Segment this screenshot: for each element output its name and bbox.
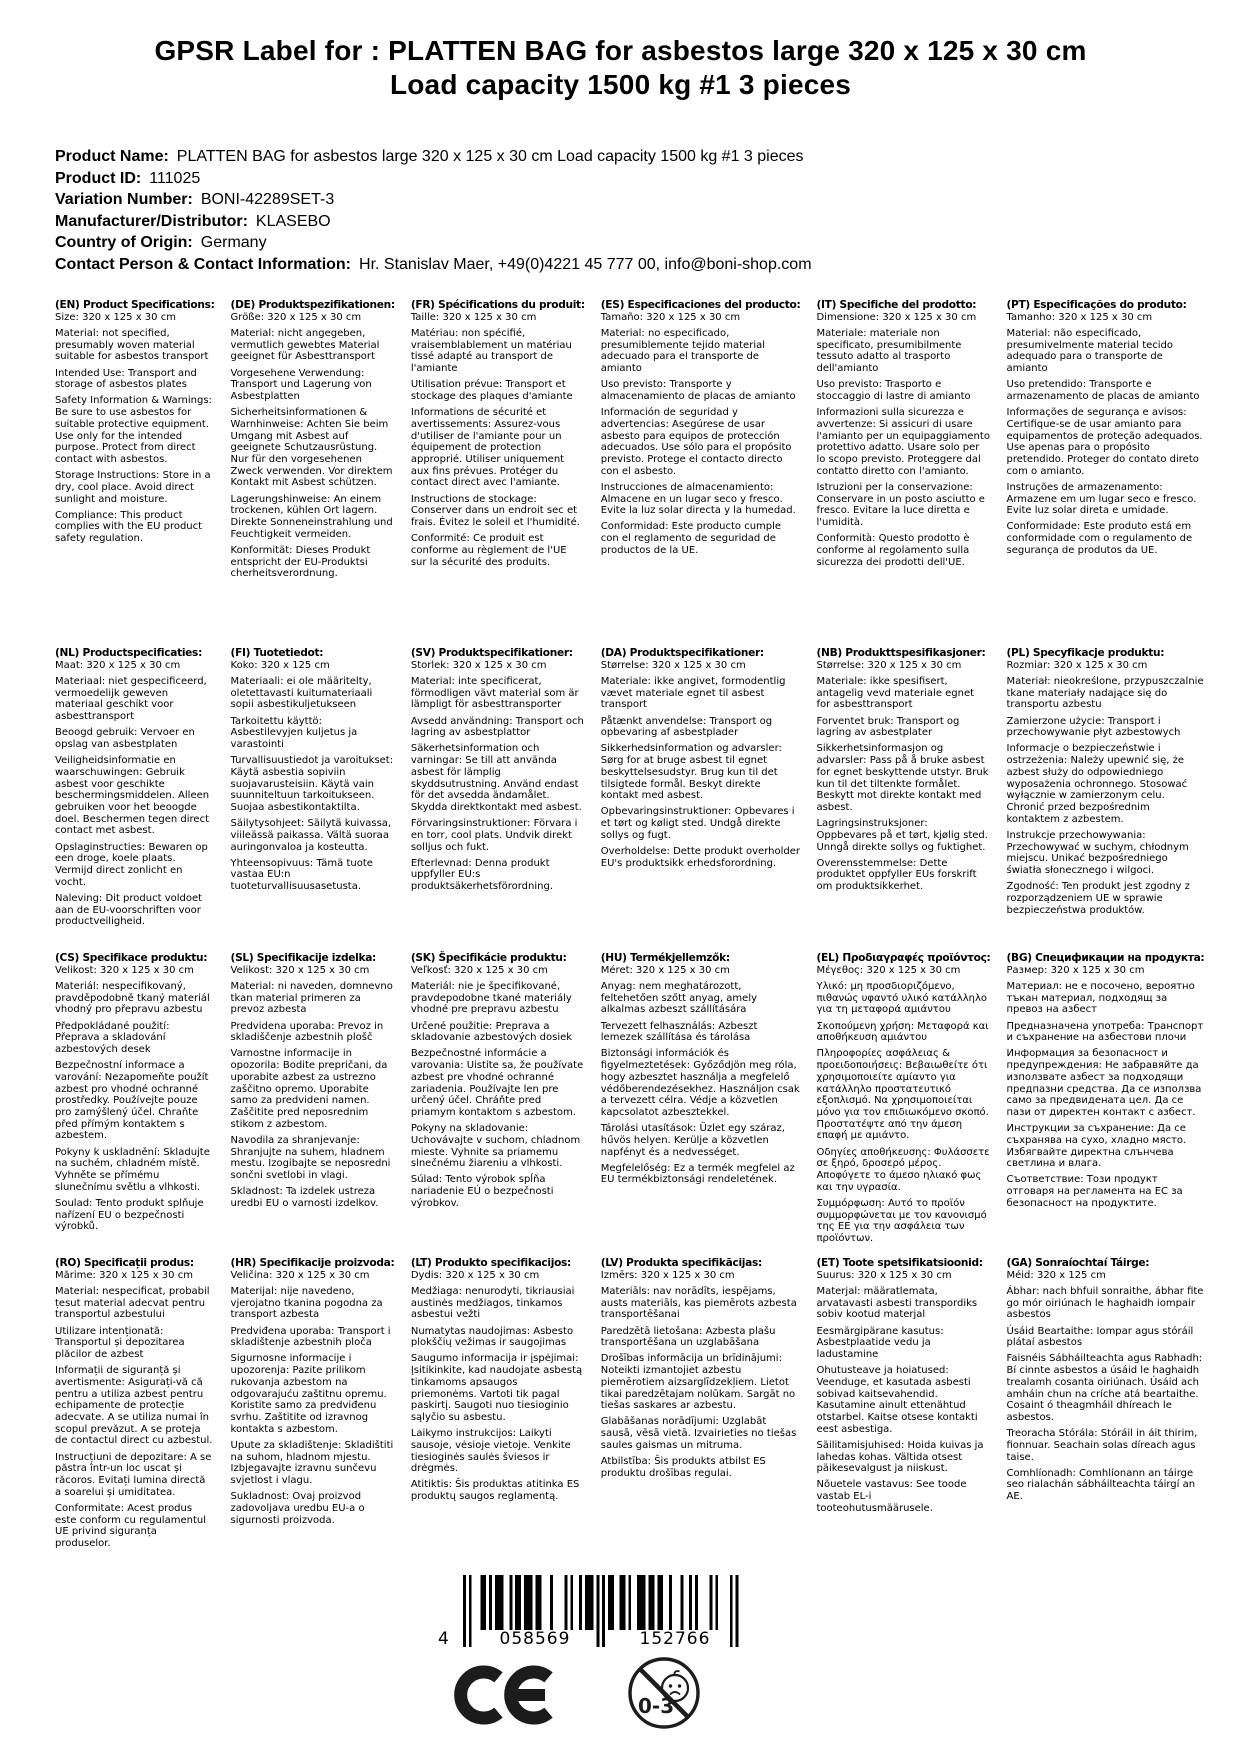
product-info-row <box>55 232 812 254</box>
language-block-paragraph: Yhteensopivuus: Tämä tuote vastaa EU:n tuoteturvallisuusasetusta. <box>230 857 373 893</box>
language-block-header: (NB) Produkttspesifikasjoner: <box>816 647 986 659</box>
language-block-paragraph: Ohutusteave ja hoiatused: Veenduge, et kasutada asbesti sobivad kaitsevahendid. Kasutamine ainult ettenähtud otstarbel. Kaitse otsese kontakti eest asbestiga. <box>816 1365 978 1435</box>
language-block-header: (FR) Spécifications du produit: <box>410 299 585 311</box>
language-block-header: (SL) Specifikacije izdelka: <box>230 952 376 964</box>
language-block-header: (EN) Product Specifications: <box>55 299 215 311</box>
language-block-paragraph: Předpokládané použití: Přeprava a skladování azbestových desek <box>55 1020 170 1055</box>
language-block-paragraph: Säilitamisjuhised: Hoida kuivas ja lahedas kohas. Vältida otsest päikesevalgust ja niiskust. <box>816 1439 984 1475</box>
language-block-header: (HU) Termékjellemzők: <box>600 952 730 964</box>
language-block-paragraph: Maat: 320 x 125 x 30 cm <box>55 659 181 671</box>
language-block-paragraph: Materiaali: ei ole määritelty, oletettavasti kuitumateriaali sopii asbestikuljetukseen <box>230 675 373 711</box>
language-block-paragraph: Velikost: 320 x 125 x 30 cm <box>230 964 370 976</box>
language-block-paragraph: Atitiktis: Šis produktas atitinka ES produktų saugos reglamentą. <box>410 1479 580 1503</box>
language-block-paragraph: Mărime: 320 x 125 x 30 cm <box>55 1269 193 1281</box>
language-block-paragraph: Overensstemmelse: Dette produktet oppfyller EUs forskrift om produktsikkerhet. <box>816 857 977 893</box>
language-block-paragraph: Pokyny k uskladnění: Skladujte na suchém, chladném místě. Vyhněte se přímému slunečnímu světlu a vlhkosti. <box>55 1146 210 1193</box>
language-block-paragraph: Paredzētā lietošana: Azbesta plašu transportēšana un uzglabāšana <box>600 1325 776 1349</box>
language-block-ga <box>1007 1258 1205 1550</box>
language-block-sk <box>411 953 585 1230</box>
language-block-paragraph: Utilizare intenționată: Transportul și depozitarea plăcilor de azbest <box>55 1325 185 1360</box>
language-block-paragraph: Sikkerhetsinformasjon og advarsler: Pass på å bruke asbest for egnet beskyttende utstyr. Bruk kun til det tiltenkte formålet. Beskytt mot direkte kontakt med asbest. <box>816 743 989 813</box>
language-block-paragraph: Zamierzone użycie: Transport i przechowywanie płyt azbestowych <box>1006 715 1181 739</box>
language-block-paragraph: Laikymo instrukcijos: Laikyti sausoje, vėsioje vietoje. Venkite tiesioginės saulės šviesos ir drėgmės. <box>410 1428 571 1475</box>
product-info-value: 111025 <box>149 169 201 187</box>
language-block-paragraph: Soulad: Tento produkt splňuje nařízení EU o bezpečnosti výrobků. <box>55 1197 204 1233</box>
language-block-paragraph: Materiaal: niet gespecificeerd, vermoedelijk geweven materiaal geschikt voor asbesttransport <box>55 675 207 723</box>
language-block-paragraph: Materijal: nije navedeno, vjerojatno tkanina pogodna za transport azbesta <box>230 1285 383 1321</box>
language-block-header: (PT) Especificações do produto: <box>1006 299 1187 311</box>
language-block-paragraph: Istruzioni per la conservazione: Conservare in un posto asciutto e fresco. Evitare la luce diretta e l'umidità. <box>816 481 985 528</box>
product-info-label: Product Name: <box>55 148 169 165</box>
language-block-paragraph: Eesmärgipärane kasutus: Asbestplaatide vedu ja ladustamine <box>816 1325 944 1360</box>
language-block-paragraph: Sicherheitsinformationen & Warnhinweise: Achten Sie beim Umgang mit Asbest auf geeignete Schutzausrüstung. Nur für den vorgesehenen Zweck verwenden. Vor direktem Kontakt mit Asbest schützen. <box>230 407 393 489</box>
language-block-paragraph: Påtænkt anvendelse: Transport og opbevaring af asbestplader <box>600 715 773 739</box>
language-block-en <box>55 300 215 620</box>
barcode <box>433 1575 773 1750</box>
language-block-it <box>816 300 990 620</box>
language-block-paragraph: Instructions de stockage: Conserver dans un endroit sec et frais. Évitez le soleil et l'humidité. <box>410 493 580 528</box>
language-block-nb <box>816 648 990 925</box>
language-block-paragraph: Avsedd användning: Transport och lagring av asbestplattor <box>410 715 584 739</box>
language-block-paragraph: Navodila za shranjevanje: Shranjujte na suhem, hladnem mestu. Izogibajte se neposredni sončni svetlobi in vlagi. <box>230 1134 391 1181</box>
product-info-label: Variation Number: <box>55 191 193 208</box>
language-block-paragraph: Materiāls: nav norādīts, iespējams, austs materiāls, kas piemērots azbesta transportēšanai <box>600 1285 797 1321</box>
language-block-paragraph: Dydis: 320 x 125 x 30 cm <box>410 1269 540 1281</box>
language-block-header: (PL) Specyfikacje produktu: <box>1006 647 1165 659</box>
language-block-paragraph: Materiale: ikke angivet, formodentlig vævet materiale egnet til asbest transport <box>600 675 786 711</box>
language-block-paragraph: Conformidade: Este produto está em conformidade com o regulamento de segurança de produtos da UE. <box>1006 521 1193 556</box>
language-block-paragraph: Μέγεθος: 320 x 125 x 30 cm <box>816 964 961 976</box>
language-block-paragraph: Bezpečnostné informácie a varovania: Uistite sa, že používate azbest pre vhodné ochranné zariadenia. Používajte len pre určený účel. Chráňte pred priamym kontaktom s azbestom. <box>410 1048 584 1118</box>
language-block-paragraph: Material: no especificado, presumiblemente tejido material adecuado para el transporte de amianto <box>600 327 765 375</box>
language-block-paragraph: Materiale: ikke spesifisert, antagelig vevd materiale egnet for asbesttransport <box>816 675 975 711</box>
language-block-fr <box>411 300 585 620</box>
language-block-paragraph: Conformità: Questo prodotto è conforme al regolamento sulla sicurezza dei prodotti dell'UE. <box>816 533 970 568</box>
language-block-paragraph: Koko: 320 x 125 cm <box>230 659 330 671</box>
language-block-header: (GA) Sonraíochtaí Táirge: <box>1006 1257 1150 1269</box>
language-block-paragraph: Méid: 320 x 125 cm <box>1006 1269 1106 1281</box>
language-block-paragraph: Súlad: Tento výrobok spĺňa nariadenie EÚ o bezpečnosti výrobkov. <box>410 1174 554 1209</box>
language-block-paragraph: Megfelelőség: Ez a termék megfelel az EU termékbiztonsági rendeletének. <box>600 1162 795 1186</box>
language-block-paragraph: Größe: 320 x 125 x 30 cm <box>230 311 362 323</box>
language-block-paragraph: Zgodność: Ten produkt jest zgodny z rozporządzeniem UE w sprawie bezpieczeństwa produktów. <box>1006 881 1190 916</box>
language-block-paragraph: Overholdelse: Dette produkt overholder EU's produktsikk erhedsforordning. <box>600 846 800 869</box>
language-block-hr <box>231 1258 395 1550</box>
language-block-paragraph: Predvidena uporaba: Prevoz in skladiščenje azbestnih plošč <box>230 1020 384 1044</box>
language-block-header: (SK) Špecifikácie produktu: <box>410 952 567 964</box>
language-block-paragraph: Úsáid Beartaithe: Iompar agus stóráil plátaí asbestos <box>1006 1325 1194 1349</box>
language-block-paragraph: Materiał: nieokreślone, przypuszczalnie tkane materiały nadające się do transportu azbestu <box>1006 675 1204 711</box>
language-block-paragraph: Förvaringsinstruktioner: Förvara i en torr, cool plats. Undvik direkt solljus och fukt. <box>410 818 578 853</box>
language-block-paragraph: Storlek: 320 x 125 x 30 cm <box>410 659 547 671</box>
language-block-paragraph: Rozmiar: 320 x 125 x 30 cm <box>1006 659 1148 671</box>
language-block-paragraph: Treoracha Stórála: Stóráil in áit thirim, fionnuar. Seachain solas díreach agus taise. <box>1006 1428 1198 1463</box>
language-block-sv <box>411 648 585 925</box>
language-block-paragraph: Numatytas naudojimas: Asbesto plokščių vežimas ir saugojimas <box>410 1325 574 1349</box>
language-block-paragraph: Informazioni sulla sicurezza e avvertenze: Si assicuri di usare l'amianto per un equipaggiamento protettivo adatto. Usare solo per lo scopo previsto. Proteggere dal contatto diretto con l'amianto. <box>816 407 990 477</box>
product-info-label: Contact Person & Contact Information: <box>55 255 352 273</box>
language-block-et <box>816 1258 990 1550</box>
language-block-paragraph: Materjal: määratlemata, arvatavasti asbesti transpordiks sobiv kootud materjal <box>816 1285 978 1321</box>
language-block-lt <box>411 1258 585 1550</box>
language-block-paragraph: Sukladnost: Ovaj proizvod zadovoljava uredbu EU-a o sigurnosti proizvoda. <box>230 1491 365 1526</box>
language-block-paragraph: Materiale: materiale non specificato, presumibilmente tessuto adatto al trasporto dell'amianto <box>816 327 962 375</box>
language-block-da <box>601 648 801 925</box>
language-block-paragraph: Tamanho: 320 x 125 x 30 cm <box>1006 311 1153 323</box>
language-block-paragraph: Material: nicht angegeben, vermutlich gewebtes Material geeignet für Asbesttransport <box>230 327 380 363</box>
language-block-paragraph: Drošības informācija un brīdinājumi: Noteikti izmantojiet azbestu piemērotiem aizsarglīdzekļiem. Lietot tikai paredzētajam nolūkam. Sargāt no tiešas saskares ar azbestu. <box>600 1353 796 1412</box>
language-block-paragraph: Tamaño: 320 x 125 x 30 cm <box>600 311 741 323</box>
language-block-paragraph: Pokyny na skladovanie: Uchovávajte v suchom, chladnom mieste. Vyhnite sa priamemu slnečnému žiareniu a vlhkosti. <box>410 1123 581 1170</box>
product-info-label: Product ID: <box>55 169 142 187</box>
language-block-cs <box>55 952 215 1233</box>
language-block-paragraph: Ábhar: nach bhfuil sonraithe, ábhar fite go mór oiriúnach le haghaidh iompair asbestos <box>1006 1285 1204 1321</box>
language-block-paragraph: Dimensione: 320 x 125 x 30 cm <box>816 311 977 323</box>
language-block-header: (DE) Produktspezifikationen: <box>230 299 395 311</box>
product-info-row <box>55 254 812 276</box>
language-block-lv <box>601 1258 801 1550</box>
language-block-header: (LV) Produkta specifikācijas: <box>600 1257 762 1269</box>
language-block-paragraph: Utilisation prévue: Transport et stockage des plaques d'amiante <box>410 379 573 402</box>
language-block-header: (SV) Produktspecifikationer: <box>410 647 573 659</box>
product-info-row <box>55 146 812 168</box>
language-block-paragraph: Určené použitie: Preprava a skladovanie azbestových dosiek <box>410 1020 573 1044</box>
language-block-paragraph: Съответствие: Този продукт отговаря на регламента на ЕС за безопасност на продуктите. <box>1006 1174 1183 1209</box>
language-block-paragraph: Compliance: This product complies with the EU product safety regulation. <box>55 509 203 545</box>
language-block-paragraph: Säilytysohjeet: Säilytä kuivassa, viileässä paikassa. Vältä suoraa auringonvaloa ja kosteutta. <box>230 818 392 853</box>
language-block-paragraph: Tárolási utasítások: Üzlet egy száraz, hűvös helyen. Kerülje a közvetlen napfényt és a nedvességet. <box>600 1123 785 1158</box>
language-block-paragraph: Bezpečnostní informace a varování: Nezapomeňte použít azbest pro vhodné ochranné prostředky. Používejte pouze pro zamýšlený účel. Chraňte před přímým kontaktem s azbestem. <box>55 1060 209 1142</box>
language-block-paragraph: Veličina: 320 x 125 x 30 cm <box>230 1269 370 1281</box>
language-block-paragraph: Opbevaringsinstruktioner: Opbevares i et tørt og køligt sted. Undgå direkte sollys og fugt. <box>600 806 795 841</box>
product-info-value: KLASEBO <box>255 212 331 230</box>
language-block-paragraph: Informações de segurança e avisos: Certifique-se de usar amianto para equipamentos de proteção adequados. Use apenas para o propósito pretendido. Proteger do contato direto com o amianto. <box>1006 407 1203 477</box>
language-block-fi <box>231 648 395 925</box>
language-block-paragraph: Skladnost: Ta izdelek ustreza uredbi EU o varnosti izdelkov. <box>230 1186 379 1209</box>
language-block-header: (LT) Produkto specifikacijos: <box>410 1257 571 1269</box>
language-block-paragraph: Konformität: Dieses Produkt entspricht der EU-Produktsi cherheitsverordnung. <box>230 544 371 580</box>
language-block-paragraph: Matériau: non spécifié, vraisemblablement un matériau tissé adapté au transport de l'amiante <box>410 327 572 375</box>
language-block-paragraph: Turvallisuustiedot ja varoitukset: Käytä asbestia sopiviin suojavarusteisiin. Käytä vain suunniteltuun tarkoitukseen. Suojaa asbestikontaktilta. <box>230 755 394 813</box>
language-block-paragraph: Material: ni naveden, domnevno tkan material primeren za prevoz azbesta <box>230 980 393 1016</box>
barcode-number-left: 058569 <box>499 1629 571 1649</box>
language-block-paragraph: Efterlevnad: Denna produkt uppfyller EU:s produktsäkerhetsförordning. <box>410 857 553 893</box>
product-info-row <box>55 189 812 211</box>
language-block-paragraph: Intended Use: Transport and storage of asbestos plates <box>55 367 197 391</box>
product-info <box>55 146 812 275</box>
language-block-paragraph: Izmērs: 320 x 125 x 30 cm <box>600 1269 735 1281</box>
language-block-pt <box>1007 300 1205 620</box>
language-block-paragraph: Lagerungshinweise: An einem trockenen, kühlen Ort lagern. Direkte Sonneneinstrahlung und Feuchtigkeit vermeiden. <box>230 493 393 540</box>
language-block-paragraph: Glabāšanas norādījumi: Uzglabāt sausā, vēsā vietā. Izvairieties no tiešas saules gaismas un mitruma. <box>600 1416 797 1451</box>
language-block-header: (RO) Specificații produs: <box>55 1257 194 1269</box>
product-info-label: Country of Origin: <box>55 234 193 251</box>
language-block-paragraph: Safety Information & Warnings: Be sure to use asbestos for suitable protective equipment. Use only for the intended purpose. Protect from direct contact with asbestos. <box>55 395 212 465</box>
language-block-paragraph: Velikost: 320 x 125 x 30 cm <box>55 964 194 976</box>
product-info-value: Germany <box>200 234 267 251</box>
barcode-number-right: 152766 <box>639 1629 711 1649</box>
language-block-header: (BG) Спецификации на продукта: <box>1006 952 1205 964</box>
product-info-value: BONI-42289SET-3 <box>200 191 335 208</box>
language-block-paragraph: Tervezett felhasználás: Azbeszt lemezek szállítása és tárolása <box>600 1020 758 1044</box>
language-block-paragraph: Οδηγίες αποθήκευσης: Φυλάσσετε σε ξηρό, δροσερό μέρος. Αποφύγετε το άμεσο ηλιακό φως και την υγρασία. <box>816 1146 990 1193</box>
language-block-paragraph: Saugumo informacija ir įspėjimai: Įsitikinkite, kad naudojate asbestą tinkamoms apsaugos priemonėms. Vartoti tik pagal paskirtį. Saugoti nuo tiesioginio sąlyčio su asbestu. <box>410 1353 583 1423</box>
product-info-row <box>55 211 812 233</box>
language-block-paragraph: Veiligheidsinformatie en waarschuwingen: Gebruik asbest voor geschikte beschermingsmiddelen. Alleen gebruiken voor het beoogde doel. Beschermen tegen direct contact met asbest. <box>55 755 210 837</box>
language-block-de <box>231 300 395 620</box>
language-block-header: (CS) Specifikace produktu: <box>55 952 208 964</box>
language-block-paragraph: Material: nespecificat, probabil țesut material adecvat pentru transportul azbestului <box>55 1285 210 1321</box>
language-block-paragraph: Predviđena uporaba: Transport i skladištenje azbestnih ploča <box>230 1325 391 1349</box>
language-block-paragraph: Biztonsági információk és figyelmeztetések: Győződjön meg róla, hogy azbesztet használja a megfelelő védőberendezésekhez. Használjon csak a tervezett célra. Védje a közvetlen kapcsolatot azbesztekkel. <box>600 1048 800 1118</box>
language-block-paragraph: Informations de sécurité et avertissements: Assurez-vous d'utiliser de l'amiante pour un équipement de protection approprié. Utiliser uniquement aux fins prévues. Protéger du contact direct avec l'amiante. <box>410 407 565 489</box>
language-block-header: (DA) Produktspecifikationer: <box>600 647 764 659</box>
language-block-paragraph: Инструкции за съхранение: Да се съхранява на сухо, хладно място. Избягвайте директна слънчева светлина и влага. <box>1006 1123 1187 1170</box>
language-block-paragraph: Uso previsto: Transporte y almacenamiento de placas de amianto <box>600 379 796 402</box>
language-block-paragraph: Material: not specified, presumably woven material suitable for asbestos transport <box>55 327 209 363</box>
language-block-paragraph: Информация за безопасност и предупреждения: Не забравяйте да използвате азбест за подходящи предпазни средства. Да се използва само за предвидената цел. Да се пази от директен контакт с азбест. <box>1006 1048 1202 1118</box>
language-block-paragraph: Suurus: 320 x 125 x 30 cm <box>816 1269 952 1281</box>
language-block-paragraph: Συμμόρφωση: Αυτό το προϊόν συμμορφώνεται με τον κανονισμό της ΕΕ για την ασφάλεια των προϊόντων. <box>816 1197 987 1244</box>
language-block-paragraph: Atbilstība: Šis produkts atbilst ES produktu drošības regulai. <box>600 1456 766 1479</box>
language-block-paragraph: Medžiaga: nenurodyti, tikriausiai austinės medžiagos, tinkamos asbestui vežti <box>410 1285 575 1321</box>
language-block-paragraph: Comhlíonadh: Comhlíonann an táirge seo rialachán sábháilteachta táirgí an AE. <box>1006 1467 1196 1503</box>
page-title-line2: Load capacity 1500 kg #1 3 pieces <box>389 69 852 100</box>
language-block-paragraph: Lagringsinstruksjoner: Oppbevares på et tørt, kjølig sted. Unngå direkte sollys og fuktighet. <box>816 818 988 853</box>
language-block-paragraph: Informacje o bezpieczeństwie i ostrzeżenia: Należy upewnić się, że azbest służy do odpowiedniego wyposażenia ochronnego. Stosować wyłącznie w zamierzonym celu. Chronić przed bezpośrednim kontaktem z azbestem. <box>1006 743 1188 825</box>
language-block-paragraph: Uso previsto: Trasporto e stoccaggio di lastre di amianto <box>816 379 971 402</box>
language-block-paragraph: Σκοπούμενη χρήση: Μεταφορά και αποθήκευση αμιάντου <box>816 1020 989 1044</box>
language-block-paragraph: Sikkerhedsinformation og advarsler: Sørg for at bruge asbest til egnet beskyttelsesudstyr. Brug kun til det tilsigtede formål. Beskyt direkte kontakt med asbest. <box>600 743 782 802</box>
language-block-paragraph: Forventet bruk: Transport og lagring av asbestplater <box>816 715 960 739</box>
language-block-es <box>601 300 801 620</box>
language-block-header: (IT) Specifiche del prodotto: <box>816 299 977 311</box>
language-block-paragraph: Πληροφορίες ασφάλειας & προειδοποιήσεις: Βεβαιωθείτε ότι χρησιμοποιείτε αμίαντο για κατάλληλο προστατευτικό εξοπλισμό. Να χρησιμοποιείται μόνο για τον επιδιωκόμενο σκοπό. Προστατέψτε από την άμεση επαφή με αμιάντο. <box>816 1048 989 1142</box>
language-block-ro <box>55 1258 215 1550</box>
language-block-el <box>816 952 991 1244</box>
language-block-paragraph: Størrelse: 320 x 125 x 30 cm <box>816 659 962 671</box>
language-block-paragraph: Información de seguridad y advertencias: Asegúrese de usar asbesto para equipos de protección adecuados. Use sólo para el propósito previsto. Protege el contacto directo con el asbesto. <box>600 407 792 477</box>
age-warning-label: 0-3 <box>638 1694 675 1718</box>
language-block-paragraph: Instruções de armazenamento: Armazene em um lugar seco e fresco. Evite luz solar direta e umidade. <box>1006 481 1197 517</box>
language-block-paragraph: Materiál: nespecifikovaný, pravděpodobně tkaný materiál vhodný pro přepravu azbestu <box>55 980 210 1016</box>
language-block-paragraph: Tarkoitettu käyttö: Asbestilevyjen kuljetus ja varastointi <box>230 715 358 750</box>
language-block-header: (HR) Specifikacije proizvoda: <box>230 1257 395 1269</box>
language-block-paragraph: Υλικό: μη προσδιοριζόμενο, πιθανώς υφαντό υλικό κατάλληλο για τη μεταφορά αμιάντου <box>816 980 988 1016</box>
page-title <box>0 0 1241 102</box>
language-block-paragraph: Conformidad: Este producto cumple con el reglamento de seguridad de productos de la UE. <box>600 521 782 556</box>
language-block-bg <box>1007 953 1205 1230</box>
language-block-paragraph: Conformitate: Acest produs este conform cu regulamentul UE privind siguranța produselor. <box>55 1502 206 1549</box>
language-block-paragraph: Material: não especificado, presumivelmente material tecido adequado para o transporte de amianto <box>1006 327 1174 375</box>
language-block-paragraph: Naleving: Dit product voldoet aan de EU-voorschriften voor productveiligheid. <box>55 892 203 928</box>
language-block-paragraph: Nõuetele vastavus: See toode vastab EL-i tooteohutusmäärusele. <box>816 1479 967 1514</box>
language-block-paragraph: Instrukcje przechowywania: Przechowywać w suchym, chłodnym miejscu. Unikać bezpośredniego światła słonecznego i wilgoci. <box>1006 829 1189 876</box>
page-title-line1: GPSR Label for : PLATTEN BAG for asbestos large 320 x 125 x 30 cm <box>154 35 1087 66</box>
language-block-sl <box>231 953 395 1230</box>
age-warning-icon <box>626 1655 702 1731</box>
ce-mark-icon <box>453 1663 553 1727</box>
language-block-paragraph: Anyag: nem meghatározott, feltehetően szőtt anyag, amely alkalmas azbeszt szállítására <box>600 980 758 1016</box>
language-block-paragraph: Veľkosť: 320 x 125 x 30 cm <box>410 964 548 976</box>
language-block-paragraph: Размер: 320 x 125 x 30 cm <box>1006 964 1145 976</box>
language-block-header: (EL) Προδιαγραφές προϊόντος: <box>816 952 991 964</box>
language-block-hu <box>601 953 801 1230</box>
language-block-paragraph: Upute za skladištenje: Skladištiti na suhom, hladnom mjestu. Izbjegavajte izravnu sunčevu svjetlost i vlagu. <box>230 1439 394 1486</box>
language-block-header: (FI) Tuotetiedot: <box>230 647 324 659</box>
language-block-paragraph: Предназначена употреба: Транспорт и съхранение на азбестови плочи <box>1006 1020 1204 1044</box>
language-block-paragraph: Instrucciones de almacenamiento: Almacene en un lugar seco y fresco. Evite la luz solar directa y la humedad. <box>600 481 796 517</box>
language-block-nl <box>55 647 215 928</box>
product-info-row <box>55 168 812 190</box>
language-block-paragraph: Materiál: nie je špecifikované, pravdepodobne tkané materiály vhodné pre prepravu azbestu <box>410 980 572 1016</box>
language-block-header: (ET) Toote spetsifikatsioonid: <box>816 1257 983 1269</box>
language-block-paragraph: Material: inte specificerat, förmodligen vävt material som är lämpligt för asbesttransporter <box>410 675 579 711</box>
language-block-paragraph: Conformité: Ce produit est conforme au règlement de l'UE sur la sécurité des produits. <box>410 533 567 568</box>
language-block-paragraph: Taille: 320 x 125 x 30 cm <box>410 311 537 323</box>
language-block-paragraph: Storage Instructions: Store in a dry, cool place. Avoid direct sunlight and moisture. <box>55 470 211 505</box>
language-block-paragraph: Beoogd gebruik: Vervoer en opslag van asbestplaten <box>55 727 195 750</box>
language-block-paragraph: Vorgesehene Verwendung: Transport und Lagerung von Asbestplatten <box>230 367 372 402</box>
language-block-paragraph: Faisnéis Sábháilteachta agus Rabhadh: Bí cinnte asbestos a úsáid le haghaidh trealamh cosanta oiriúnach. Úsáid ach amháin chun na críche atá beartaithe. Cosaint ó theagmháil dhíreach le asbestos. <box>1006 1353 1203 1423</box>
language-block-pl <box>1007 648 1205 925</box>
language-block-header: (ES) Especificaciones del producto: <box>600 299 801 311</box>
language-block-paragraph: Instrucțiuni de depozitare: A se păstra într-un loc uscat și răcoros. Evitați lumina directă a soarelui și umiditatea. <box>55 1451 212 1498</box>
language-block-header: (NL) Productspecificaties: <box>55 647 202 659</box>
language-block-paragraph: Säkerhetsinformation och varningar: Se till att använda asbest för lämplig skyddsutrustning. Använd endast för det avsedda ändamålet. Skydda direktkontakt med asbest. <box>410 743 582 813</box>
language-block-paragraph: Sigurnosne informacije i upozorenja: Pazite prilikom rukovanja azbestom na odgovarajuću zaštitnu opremu. Koristite samo za predviđenu svrhu. Zaštitite od izravnog kontakta s azbestom. <box>230 1353 387 1435</box>
language-block-paragraph: Informații de siguranță și avertismente: Asigurați-vă că pentru a utiliza azbest pentru echipamente de protecție adecvate. A se utiliza numai în scopul prevăzut. A se proteja de contactul direct cu azbestul. <box>55 1365 213 1447</box>
product-info-value: Hr. Stanislav Maer, +49(0)4221 45 777 00, info@boni-shop.com <box>359 255 812 273</box>
product-info-label: Manufacturer/Distributor: <box>55 212 248 230</box>
language-block-paragraph: Материал: не е посочено, вероятно тъкан материал, подходящ за превоз на азбест <box>1006 980 1195 1016</box>
language-block-paragraph: Opslaginstructies: Bewaren op een droge, koele plaats. Vermijd direct zonlicht en vocht. <box>55 841 208 888</box>
language-block-paragraph: Size: 320 x 125 x 30 cm <box>55 311 176 323</box>
language-block-paragraph: Varnostne informacije in opozorila: Bodite prepričani, da uporabite azbest za ustrezno zaščitno opremo. Uporabite samo za predvideni namen. Zaščitite pred neposrednim stikom z azbestom. <box>230 1048 388 1130</box>
language-block-paragraph: Størrelse: 320 x 125 x 30 cm <box>600 659 746 671</box>
product-info-value: PLATTEN BAG for asbestos large 320 x 125 x 30 cm Load capacity 1500 kg #1 3 pieces <box>176 148 804 165</box>
barcode-number-prefix: 4 <box>438 1629 450 1649</box>
language-block-paragraph: Uso pretendido: Transporte e armazenamento de placas de amianto <box>1006 379 1200 402</box>
language-grid <box>55 299 1205 1550</box>
language-block-paragraph: Méret: 320 x 125 x 30 cm <box>600 964 730 976</box>
